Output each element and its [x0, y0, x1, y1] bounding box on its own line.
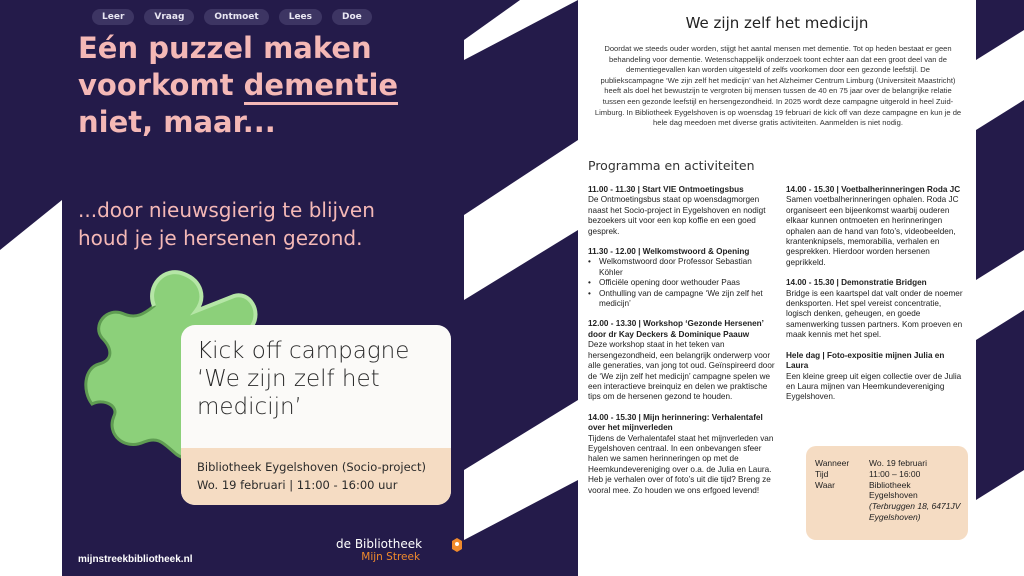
event-item: [588, 319, 776, 402]
event-item: [786, 278, 968, 340]
event-bullet-list: [588, 257, 776, 309]
event-body: Een kleine greep uit eigen collectie over de Julia en Laura mijnen van Heemkundevereniging Eygelshoven.: [786, 371, 962, 402]
event-heading: 14.00 - 15.30 | Voetbalherinneringen Roda JC: [786, 185, 961, 194]
nav-pill-doe[interactable]: Doe: [332, 9, 372, 25]
card-details: [181, 448, 451, 505]
nav-pill-ontmoet[interactable]: Ontmoet: [204, 9, 268, 25]
poster-subline: ...door nieuwsgierig te blijven houd je je hersenen gezond.: [78, 198, 375, 250]
event-item: [786, 185, 968, 268]
info-value-waar-line2: Eygelshoven: [869, 490, 918, 501]
headline-underlined: dementie: [244, 68, 398, 105]
card-location: Bibliotheek Eygelshoven (Socio-project): [197, 460, 426, 474]
nav-pill-leer[interactable]: Leer: [92, 9, 134, 25]
headline-part2: niet, maar...: [78, 105, 276, 139]
event-item: [588, 185, 776, 237]
event-heading: 11.00 - 11.30 | Start VIE Ontmoetingsbus: [588, 185, 744, 194]
event-heading: 14.00 - 15.30 | Demonstratie Bridgen: [786, 278, 927, 288]
headline-part1: Eén puzzel maken voorkomt: [78, 31, 372, 102]
events-column-right: [786, 185, 968, 413]
event-item: [786, 351, 968, 403]
event-body: Deze workshop staat in het teken van hersengezondheid, een belangrijk onderwerp voor alle generaties, van jong tot oud. Geïnspireerd door de ‘We zijn zelf het medicijn’ campagne spelen we een interactieve breinquiz en delen we praktische tips om de hersenen gezond te houden.: [588, 340, 775, 402]
website-link[interactable]: mijnstreekbibliotheek.nl: [78, 554, 193, 565]
card-title: Kick off campagne ‘We zijn zelf het medicijn’: [197, 338, 410, 420]
program-heading: Programma en activiteiten: [588, 158, 755, 173]
event-bullet: • Officiële opening door wethouder Paas: [597, 278, 776, 288]
document-title: We zijn zelf het medicijn: [685, 14, 869, 32]
event-bullet: • Onthulling van de campagne ‘We zijn zelf het medicijn’: [597, 289, 776, 310]
nav-pill-vraag[interactable]: Vraag: [144, 9, 194, 25]
info-value-tijd: 11:00 – 16:00: [869, 468, 921, 479]
poster-headline: [78, 30, 438, 141]
event-body: Tijdens de Verhalentafel staat het mijnverleden van Eygelshoven centraal. In een onbevangen sfeer halen we samen herinneringen op met de Heemkundevereniging over o.a. de Julia en Laura. Heb je verhalen over of foto’s uit die tijd? Breng ze vooral mee. Zo houden we ons erfgoed levend!: [588, 433, 774, 495]
event-heading: 12.00 - 13.30 | Workshop ‘Gezonde Hersenen’ door dr Kay Deckers & Dominique Paauw: [588, 319, 764, 339]
info-label-waar: Waar: [815, 479, 835, 490]
event-body: Samen voetbalherinneringen ophalen. Roda JC organiseert een bijeenkomst waarbij ouderen elkaar kunnen ontmoeten en herinneringen ophalen aan de hand van foto’s, videobeelden, krantenknipsels, memorabilia, verhalen en gesprekken. Hierdoor worden hersenen geprikkeld.: [786, 195, 959, 267]
logo-name: de Bibliotheek: [336, 537, 423, 551]
info-label-tijd: Tijd: [815, 468, 829, 479]
event-card: [181, 325, 451, 505]
card-datetime: Wo. 19 februari | 11:00 - 16:00 uur: [197, 478, 398, 492]
event-heading: Hele dag | Foto-expositie mijnen Julia en Laura: [786, 350, 945, 371]
nav-pill-lees[interactable]: Lees: [279, 9, 322, 25]
library-logo-icon: [452, 538, 462, 552]
logo-sub: Mijn Streek: [361, 551, 421, 563]
event-heading: 11.30 - 12.00 | Welkomstwoord & Opening: [588, 247, 750, 257]
event-body: Bridge is een kaartspel dat valt onder de noemer denksporten. Het spel vereist concentratie, logisch denken, geheugen, en goede samenwerking tussen partners. Kom proeven en maak kennis met het spel.: [786, 288, 963, 340]
info-value-waar: [869, 480, 968, 523]
info-label-wanneer: Wanneer: [815, 458, 850, 468]
library-logo: [336, 537, 422, 563]
info-value-wanneer: Wo. 19 februari: [869, 458, 927, 468]
event-heading: 14.00 - 15.30 | Mijn herinnering: Verhalentafel over het mijnverleden: [588, 412, 763, 433]
event-bullet: • Welkomstwoord door Professor Sebastian Köhler: [597, 257, 776, 278]
info-address: (Terbruggen 18, 6471JV Eygelshoven): [869, 501, 961, 522]
info-box: [806, 446, 968, 540]
info-value-waar-line1: Bibliotheek: [869, 479, 911, 490]
info-table: [815, 458, 968, 523]
events-column-left: [588, 185, 776, 506]
program-document: [578, 0, 976, 576]
event-item: [588, 413, 776, 496]
event-body: De Ontmoetingsbus staat op woensdagmorgen naast het Socio-project in Eygelshoven en nodigt bezoekers uit voor een kop koffie en een goed gesprek.: [588, 195, 766, 236]
document-intro: Doordat we steeds ouder worden, stijgt het aantal mensen met dementie. Tot op heden bestaat er geen behandeling voor dementie. Wetenschappelijk onderzoek toont echter aan dat een groot deel van de dementiegevallen kan worden uitgesteld of zelfs voorkomen door een gezonde leefstijl. De publiekscampagne ‘We zijn zelf het medicijn’ van het Alzheimer Centrum Limburg (Universiteit Maastricht) heeft als doel het bewustzijn te vergroten bij mensen tussen de 40 en 75 jaar over de belangrijke relatie tussen een gezonde leefstijl en hersengezondheid. In 2025 wordt deze campagne uitgerold in heel Zuid-Limburg. In Bibliotheek Eygelshoven is op woensdag 19 februari de kick off van deze campagne en kun je de hele dag meedoen met diverse gratis activiteiten. Aanmelden is niet nodig.: [594, 44, 962, 128]
poster-nav: [92, 9, 372, 25]
event-item: [588, 247, 776, 309]
